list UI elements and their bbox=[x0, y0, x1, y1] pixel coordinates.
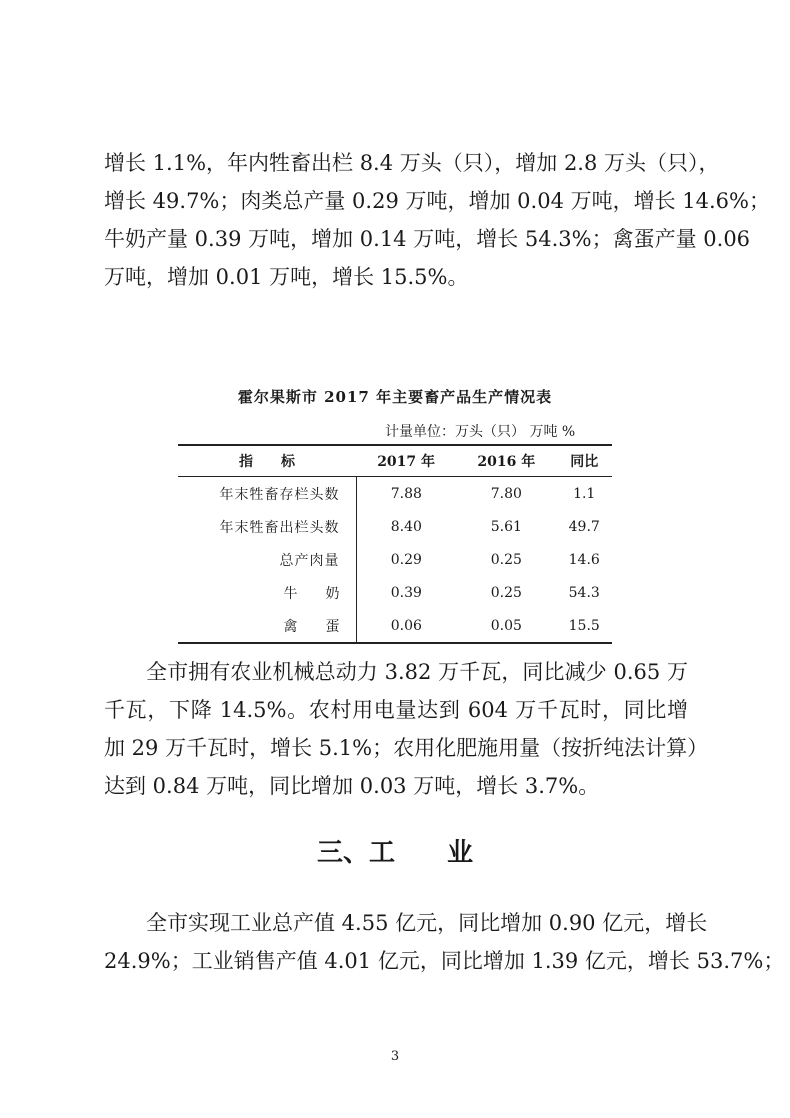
table-row bbox=[178, 609, 612, 643]
paragraph-livestock-output bbox=[104, 144, 770, 296]
table-row bbox=[178, 543, 612, 576]
text-line: 千瓦，下降 14.5%。农村用电量达到 604 万千瓦时，同比增 bbox=[104, 698, 688, 722]
header-indicator: 指 标 bbox=[239, 454, 295, 470]
paragraph-industry bbox=[104, 904, 785, 980]
cell-yoy: 14.6 bbox=[568, 551, 600, 568]
text-line: 24.9%；工业销售产值 4.01 亿元，同比增加 1.39 亿元，增长 53.7%； bbox=[104, 949, 785, 973]
row-label: 牛 奶 bbox=[178, 576, 356, 609]
cell-2016: 0.25 bbox=[490, 551, 522, 568]
cell-2017: 0.39 bbox=[390, 584, 422, 601]
cell-yoy: 54.3 bbox=[568, 584, 600, 601]
cell-2017: 0.29 bbox=[390, 551, 422, 568]
cell-yoy: 15.5 bbox=[568, 617, 600, 634]
cell-2016: 7.80 bbox=[490, 485, 522, 502]
cell-yoy: 1.1 bbox=[573, 485, 596, 502]
table-row bbox=[178, 576, 612, 609]
text-line: 达到 0.84 万吨，同比增加 0.03 万吨，增长 3.7%。 bbox=[104, 774, 600, 798]
header-2017: 2017 年 bbox=[377, 454, 436, 470]
table-row bbox=[178, 477, 612, 511]
cell-yoy: 49.7 bbox=[568, 518, 600, 535]
text-line: 增长 49.7%；肉类总产量 0.29 万吨，增加 0.04 万吨，增长 14.6%； bbox=[104, 189, 770, 213]
header-2016: 2016 年 bbox=[477, 454, 536, 470]
row-label: 年末牲畜存栏头数 bbox=[178, 477, 356, 511]
table-row bbox=[178, 510, 612, 543]
row-label: 年末牲畜出栏头数 bbox=[178, 510, 356, 543]
livestock-table bbox=[178, 444, 612, 644]
text-line: 全市拥有农业机械总动力 3.82 万千瓦，同比减少 0.65 万 bbox=[146, 660, 688, 684]
text-line: 万吨，增加 0.01 万吨，增长 15.5%。 bbox=[104, 265, 469, 289]
text-line: 全市实现工业总产值 4.55 亿元，同比增加 0.90 亿元，增长 bbox=[146, 911, 708, 935]
text-line: 增长 1.1%，年内牲畜出栏 8.4 万头（只），增加 2.8 万头（只）， bbox=[104, 151, 720, 175]
paragraph-agri-machinery bbox=[104, 653, 709, 805]
row-label: 总产肉量 bbox=[178, 543, 356, 576]
cell-2017: 8.40 bbox=[390, 518, 422, 535]
section-heading-industry: 三、工 业 bbox=[316, 838, 473, 868]
text-line: 加 29 万千瓦时，增长 5.1%；农用化肥施用量（按折纯法计算） bbox=[104, 736, 709, 760]
cell-2016: 5.61 bbox=[490, 518, 522, 535]
text-line: 牛奶产量 0.39 万吨，增加 0.14 万吨，增长 54.3%；禽蛋产量 0.06 bbox=[104, 227, 751, 251]
cell-2016: 0.25 bbox=[490, 584, 522, 601]
header-yoy: 同比 bbox=[570, 454, 599, 470]
table-header-row bbox=[178, 445, 612, 477]
cell-2016: 0.05 bbox=[490, 617, 522, 634]
page-number: 3 bbox=[390, 1049, 400, 1064]
cell-2017: 7.88 bbox=[390, 485, 422, 502]
row-label: 禽 蛋 bbox=[178, 609, 356, 643]
table-unit-note: 计量单位：万头（只） 万吨 % bbox=[385, 424, 576, 440]
table-title: 霍尔果斯市 2017 年主要畜产品生产情况表 bbox=[237, 388, 553, 406]
cell-2017: 0.06 bbox=[390, 617, 422, 634]
